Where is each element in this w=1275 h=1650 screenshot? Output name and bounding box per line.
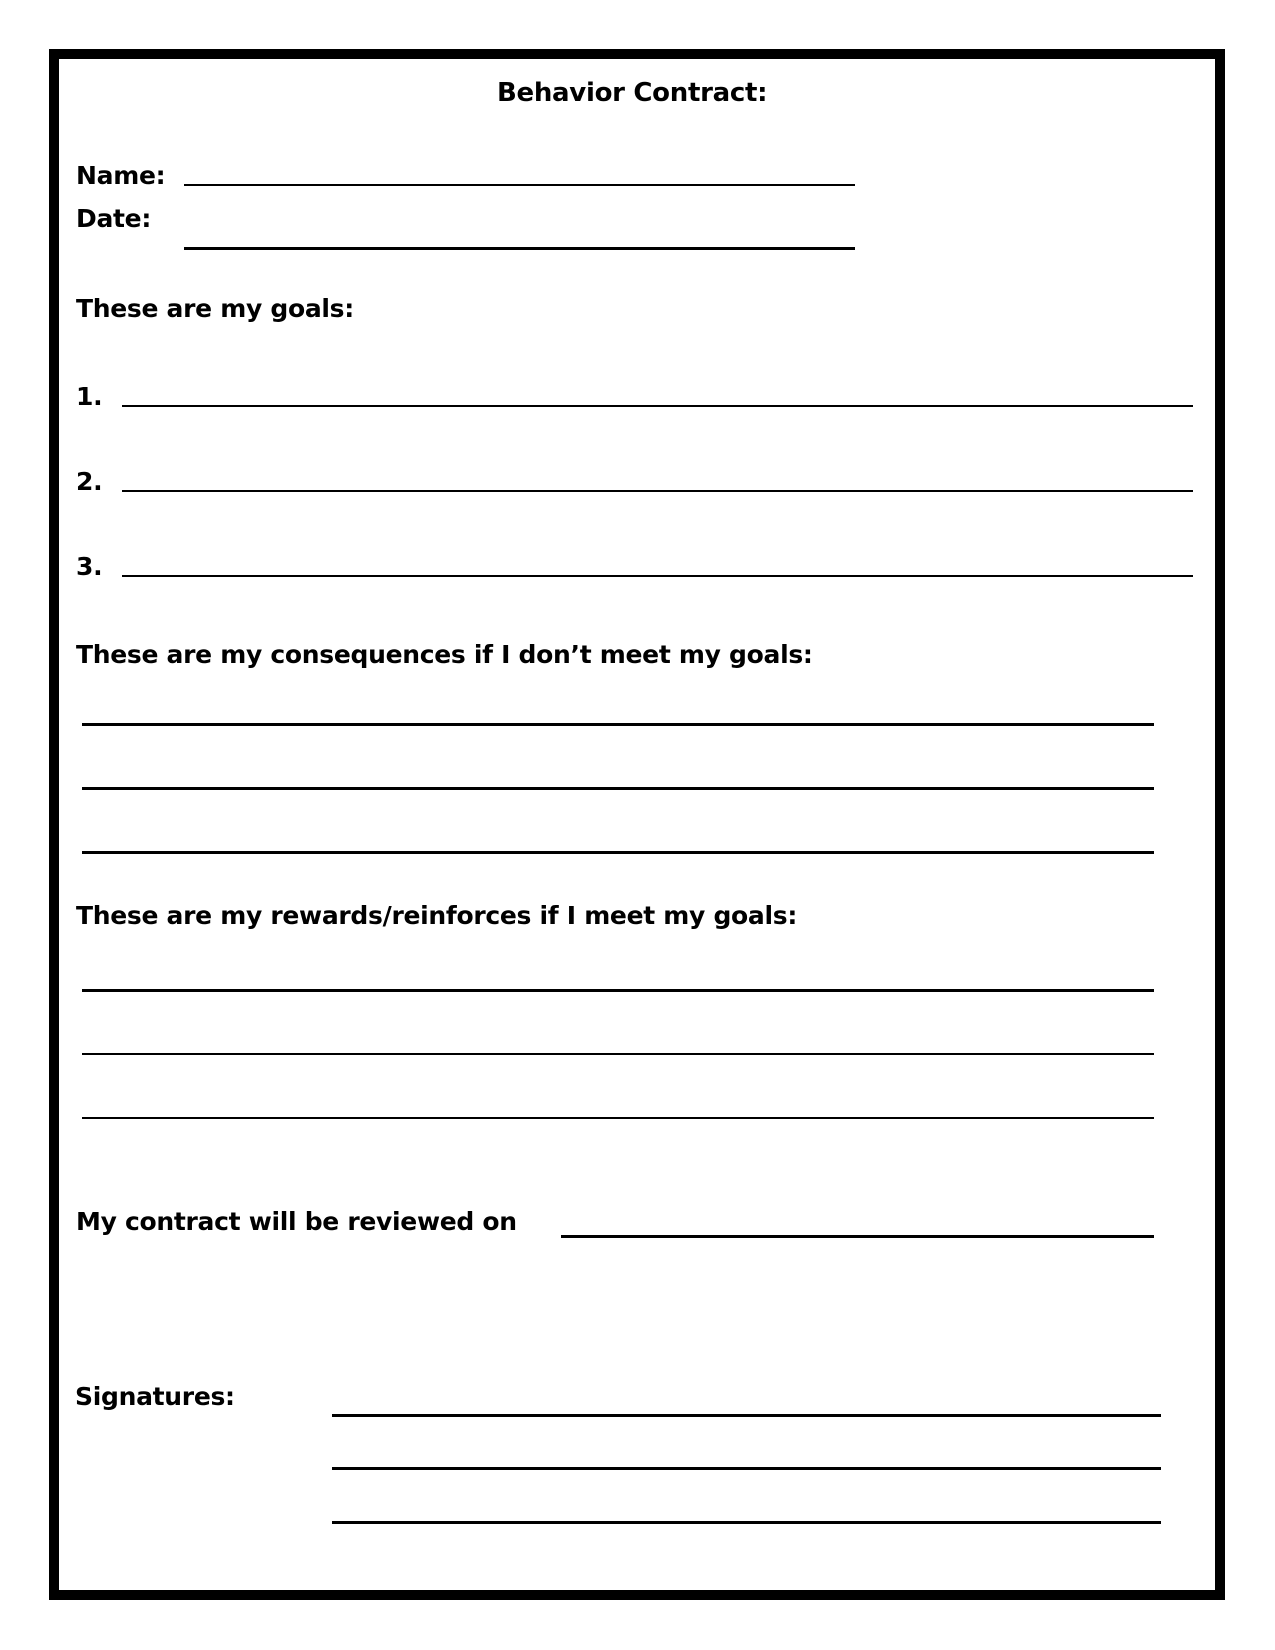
goal-field-2[interactable] xyxy=(122,490,1193,492)
signatures-label: Signatures: xyxy=(75,1382,235,1411)
goals-heading: These are my goals: xyxy=(76,294,354,323)
goal-number-1: 1. xyxy=(76,382,103,411)
name-label: Name: xyxy=(76,161,166,190)
goal-field-3[interactable] xyxy=(122,575,1193,577)
rewards-heading: These are my rewards/reinforces if I meet my goals: xyxy=(76,901,798,930)
review-date-field[interactable] xyxy=(561,1235,1154,1238)
signature-field-1[interactable] xyxy=(332,1414,1161,1417)
document-title: Behavior Contract: xyxy=(497,78,768,108)
name-field[interactable] xyxy=(184,184,855,186)
goal-number-2: 2. xyxy=(76,467,103,496)
page-border xyxy=(49,49,1225,1600)
signature-field-2[interactable] xyxy=(332,1467,1161,1470)
reward-field-1[interactable] xyxy=(82,989,1154,992)
reward-field-3[interactable] xyxy=(82,1117,1154,1119)
signature-field-3[interactable] xyxy=(332,1521,1161,1524)
goal-number-3: 3. xyxy=(76,552,103,581)
consequence-field-1[interactable] xyxy=(82,723,1154,726)
reward-field-2[interactable] xyxy=(82,1053,1154,1055)
consequences-heading: These are my consequences if I don’t meet my goals: xyxy=(76,640,813,669)
consequence-field-2[interactable] xyxy=(82,787,1154,790)
goal-field-1[interactable] xyxy=(122,405,1193,407)
review-label: My contract will be reviewed on xyxy=(76,1207,517,1236)
date-label: Date: xyxy=(76,204,152,233)
consequence-field-3[interactable] xyxy=(82,851,1154,854)
date-field[interactable] xyxy=(184,247,855,250)
